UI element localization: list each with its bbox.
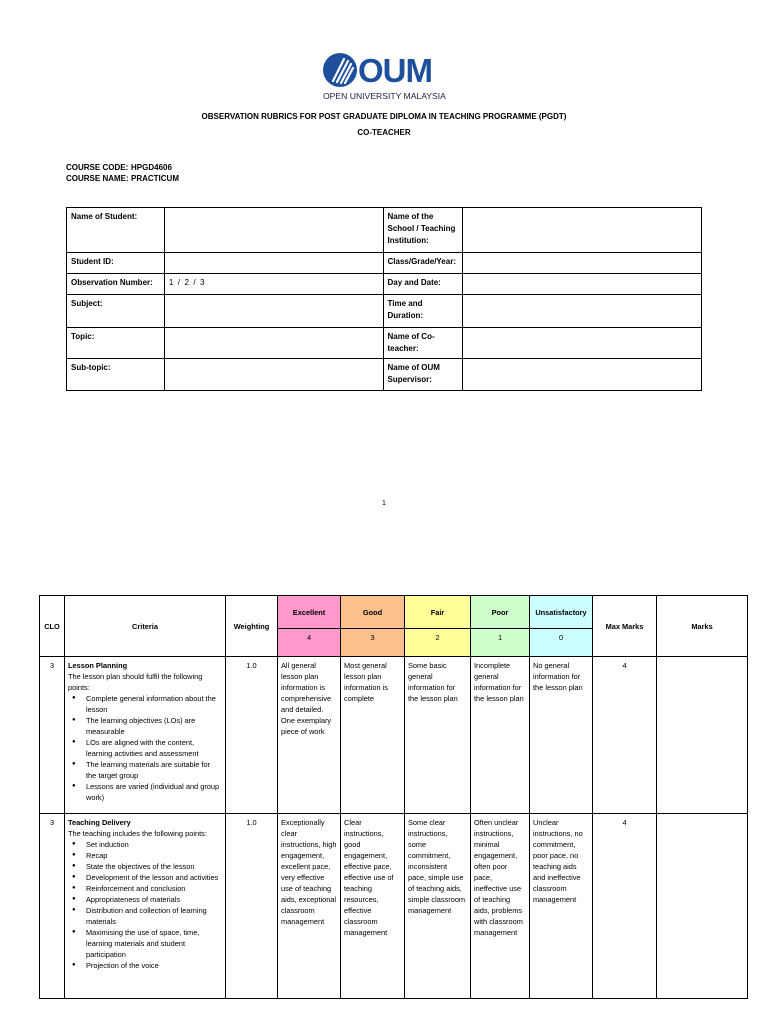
- score-poor: 1: [471, 629, 530, 657]
- max-marks-header: Max Marks: [593, 596, 657, 657]
- criteria-point: ● The learning materials are suitable for the target group: [72, 759, 222, 781]
- criteria-title: Lesson Planning: [68, 661, 128, 670]
- logo-subtitle: OPEN UNIVERSITY MALAYSIA: [323, 91, 446, 101]
- criteria-header: Criteria: [65, 596, 226, 657]
- level-fair-header: Fair: [405, 596, 471, 629]
- criteria-point: ● State the objectives of the lesson: [72, 861, 222, 872]
- criteria-point: ● Lessons are varied (individual and group work): [72, 781, 222, 803]
- descriptor-poor: Often unclear instructions, minimal engagement, often poor pace, ineffective use of teaching aids, problems with classroom management: [471, 814, 530, 999]
- class-field[interactable]: [463, 253, 702, 274]
- document-subtitle: CO-TEACHER: [357, 128, 411, 137]
- row-clo: 3: [40, 657, 65, 814]
- row-clo: 3: [40, 814, 65, 999]
- course-name-line: [66, 174, 179, 183]
- school-label: Name of the School / Teaching Institution:: [383, 208, 463, 253]
- score-excellent: 4: [278, 629, 341, 657]
- page-number: 1: [382, 500, 386, 507]
- oum-globe-icon: [322, 52, 358, 88]
- supervisor-label: Name of OUM Supervisor:: [383, 359, 463, 391]
- weighting-header: Weighting: [226, 596, 278, 657]
- descriptor-fair: Some basic general information for the lesson plan: [405, 657, 471, 814]
- descriptor-unsatisfactory: No general information for the lesson plan: [530, 657, 593, 814]
- logo-wordmark: OUM: [358, 52, 432, 89]
- marks-header: Marks: [657, 596, 748, 657]
- descriptor-good: Most general lesson plan information is complete: [341, 657, 405, 814]
- level-poor-header: Poor: [471, 596, 530, 629]
- descriptor-excellent: Exceptionally clear instructions, high engagement, excellent pace, very effective use of teaching aids, exceptional classroom management: [278, 814, 341, 999]
- student-id-label: Student ID:: [67, 253, 165, 274]
- oum-logo: [322, 52, 452, 104]
- level-excellent-header: Excellent: [278, 596, 341, 629]
- school-field[interactable]: [463, 208, 702, 253]
- class-label: Class/Grade/Year:: [383, 253, 463, 274]
- descriptor-fair: Some clear instructions, some commitment, inconsistent pace, simple use of teaching aids, simple classroom management: [405, 814, 471, 999]
- criteria-intro: The lesson plan should fulfil the following points:: [68, 672, 203, 692]
- observation-number-value[interactable]: 1 / 2 / 3: [164, 274, 383, 295]
- rubric-table: [39, 595, 748, 999]
- name-of-student-label: Name of Student:: [67, 208, 165, 253]
- criteria-point: ● LOs are aligned with the content, learning activities and assessment: [72, 737, 222, 759]
- criteria-point: ● Set induction: [72, 839, 222, 850]
- student-id-field[interactable]: [164, 253, 383, 274]
- criteria-point: ● Development of the lesson and activities: [72, 872, 222, 883]
- criteria-point: ● Distribution and collection of learning materials: [72, 905, 222, 927]
- criteria-point: ● Maximising the use of space, time, learning materials and student participation: [72, 927, 222, 960]
- topic-field[interactable]: [164, 328, 383, 359]
- table-row: [40, 814, 748, 999]
- score-unsatisfactory: 0: [530, 629, 593, 657]
- row-max-marks: 4: [593, 657, 657, 814]
- criteria-title: Teaching Delivery: [68, 818, 131, 827]
- subject-field[interactable]: [164, 295, 383, 328]
- day-date-label: Day and Date:: [383, 274, 463, 295]
- score-fair: 2: [405, 629, 471, 657]
- criteria-point: ● Projection of the voice: [72, 960, 222, 971]
- student-info-table: [66, 207, 702, 391]
- criteria-point: ● The learning objectives (LOs) are measurable: [72, 715, 222, 737]
- row-max-marks: 4: [593, 814, 657, 999]
- clo-header: CLO: [40, 596, 65, 657]
- row-weighting: 1.0: [226, 814, 278, 999]
- subtopic-label: Sub-topic:: [67, 359, 165, 391]
- course-code-value: HPGD4606: [131, 163, 172, 172]
- name-of-student-field[interactable]: [164, 208, 383, 253]
- row-weighting: 1.0: [226, 657, 278, 814]
- course-name-label: COURSE NAME:: [66, 174, 129, 183]
- subtopic-field[interactable]: [164, 359, 383, 391]
- criteria-intro: The teaching includes the following points:: [68, 829, 207, 838]
- course-code-line: [66, 163, 172, 172]
- criteria-points: [72, 839, 222, 971]
- level-unsatisfactory-header: Unsatisfactory: [530, 596, 593, 629]
- time-duration-field[interactable]: [463, 295, 702, 328]
- time-duration-label: Time and Duration:: [383, 295, 463, 328]
- course-name-value: PRACTICUM: [131, 174, 179, 183]
- descriptor-unsatisfactory: Unclear instructions, no commitment, poor pace, no teaching aids and ineffective classroom management: [530, 814, 593, 999]
- supervisor-field[interactable]: [463, 359, 702, 391]
- observation-number-label: Observation Number:: [67, 274, 165, 295]
- course-code-label: COURSE CODE:: [66, 163, 129, 172]
- criteria-cell: [65, 814, 226, 999]
- criteria-point: ● Reinforcement and conclusion: [72, 883, 222, 894]
- descriptor-poor: Incomplete general information for the lesson plan: [471, 657, 530, 814]
- criteria-cell: [65, 657, 226, 814]
- table-row: [40, 657, 748, 814]
- criteria-points: [72, 693, 222, 803]
- descriptor-good: Clear instructions, good engagement, effective pace, effective use of teaching resources, effective classroom management: [341, 814, 405, 999]
- co-teacher-field[interactable]: [463, 328, 702, 359]
- criteria-point: ● Complete general information about the lesson: [72, 693, 222, 715]
- criteria-point: ● Recap: [72, 850, 222, 861]
- row-marks-field[interactable]: [657, 657, 748, 814]
- level-good-header: Good: [341, 596, 405, 629]
- document-title: OBSERVATION RUBRICS FOR POST GRADUATE DIPLOMA IN TEACHING PROGRAMME (PGDT): [201, 112, 567, 121]
- row-marks-field[interactable]: [657, 814, 748, 999]
- co-teacher-label: Name of Co-teacher:: [383, 328, 463, 359]
- topic-label: Topic:: [67, 328, 165, 359]
- score-good: 3: [341, 629, 405, 657]
- criteria-point: ● Appropriateness of materials: [72, 894, 222, 905]
- day-date-field[interactable]: [463, 274, 702, 295]
- descriptor-excellent: All general lesson plan information is comprehensive and detailed. One exemplary piece of work: [278, 657, 341, 814]
- subject-label: Subject:: [67, 295, 165, 328]
